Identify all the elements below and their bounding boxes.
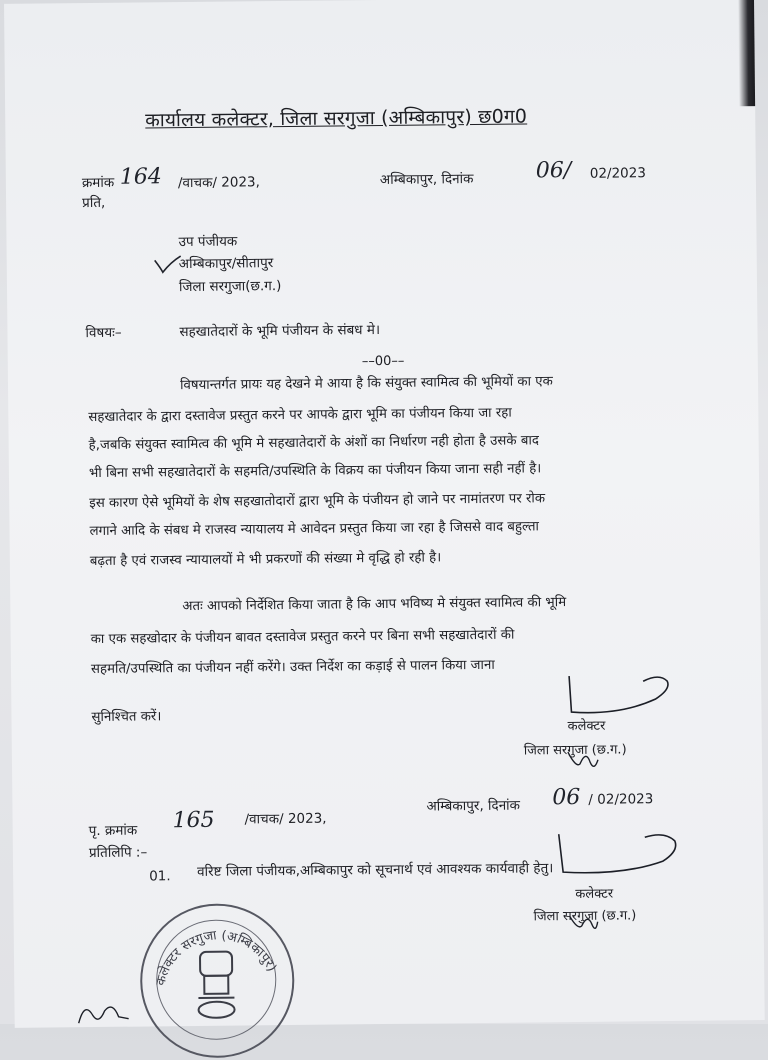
ref-prefix: क्रमांक [82, 173, 114, 191]
signature2-district: जिला सरगुजा (छ.ग.) [534, 905, 637, 924]
ref-place-date-label: अम्बिकापुर, दिनांक [380, 169, 474, 188]
para1-line: बढ़ता है एवं राजस्व न्यायालयों मे भी प्रकरणों की संख्या मे वृद्धि हो रही है। [90, 551, 441, 568]
para1-line: है,जबकि संयुक्त स्वामित्व की भूमि मे सहखातेदारों के अंशों का निर्धारण नही होता है उसके बाद [89, 434, 539, 452]
addressee-line-3: जिला सरगुजा(छ.ग.) [179, 276, 282, 295]
copy-item-text: वरिष्ट जिला पंजीयक,अम्बिकापुर को सूचनार्थ एवं आवश्यक कार्यवाही हेतु। [197, 858, 553, 880]
para2-line: का एक सहखोदार के पंजीयन बावत दस्तावेज प्रस्तुत करने पर बिना सभी सहखातेदारों की [91, 629, 515, 647]
para1-line: भी बिना सभी सहखातेदारों के सहमति/उपस्थिति के विक्रय का पंजीयन किया जाना सही नहीं है। [89, 462, 541, 480]
seal-text-ring [141, 905, 293, 1057]
ref-number-handwritten: 164 [120, 164, 162, 189]
para2-line: अतः आपको निर्देशित किया जाता है कि आप भविष्य मे संयुक्त स्वामित्व की भूमि [182, 596, 566, 613]
initials2-scribble-icon [565, 906, 599, 938]
prati-label: प्रति, [82, 193, 105, 211]
separator: ––00–– [362, 354, 405, 369]
seal-text: कलेक्टर सरगुजा (अम्बिकापुर) [153, 928, 279, 988]
initials-scribble-icon [564, 742, 600, 776]
copy-item-number: 01. [149, 868, 171, 884]
ref2-number-handwritten: 165 [172, 808, 214, 833]
signature1-designation: कलेक्टर [568, 716, 606, 734]
ref2-month-year: / 02/2023 [588, 791, 653, 808]
tick-mark-icon [153, 254, 183, 276]
subject-text: सहखातेदारों के भूमि पंजीयन के संबध मे। [179, 320, 380, 340]
para2-line: सहमति/उपस्थिति का पंजीयन नहीं करेंगे। उक्त निर्देश का कड़ाई से पालन किया जाना [91, 659, 495, 677]
ref2-day-handwritten: 06 [552, 785, 580, 810]
official-seal [139, 903, 295, 1059]
addressee-line-2: अम्बिकापुर/सीतापुर [179, 253, 274, 272]
signature1-district: जिला सरगुजा (छ.ग.) [524, 739, 627, 758]
ref2-place-date-label: अम्बिकापुर, दिनांक [426, 796, 520, 815]
para1-line: सहखातेदार के द्वारा दस्तावेज प्रस्तुत करने पर आपके द्वारा भूमि का पंजीयन किया जा रहा [88, 407, 512, 425]
para1-line: लगाने आदि के संबध मे राजस्व न्यायालय मे आवेदन प्रस्तुत किया जा रहा है जिससे वाद बहुल्ता [89, 520, 539, 538]
ref-section: /वाचक/ 2023, [178, 172, 260, 191]
subject-label: विषयः– [85, 323, 121, 341]
addressee-line-1: उप पंजीयक [178, 231, 237, 250]
ref2-prefix: पृ. क्रमांक [89, 821, 138, 840]
signature2-designation: कलेक्टर [575, 884, 613, 902]
para1-line: विषयान्तर्गत प्रायः यह देखने मे आया है कि संयुक्त स्वामित्व की भूमियों का एक [180, 375, 553, 392]
para1-line: इस कारण ऐसे भूमियों के शेष सहखातोदारों द्वारा भूमि के पंजीयन हो जाने पर नामांतरण पर रोक [89, 492, 545, 510]
signature-scribble-icon [559, 669, 680, 720]
office-title: कार्यालय कलेक्टर, जिला सरगुजा (अम्बिकापुर) छ0ग0 [145, 102, 527, 132]
signature2-scribble-icon [553, 825, 694, 882]
corner-initials-icon [74, 997, 134, 1028]
emblem-icon [198, 952, 235, 1018]
ref-day-handwritten: 06/ [536, 158, 572, 183]
page-edge-shadow [738, 0, 755, 106]
document-page [4, 0, 765, 1028]
svg-text:कलेक्टर सरगुजा (अम्बिकापुर) [153, 928, 279, 988]
ref-month-year: 02/2023 [590, 165, 646, 182]
ref2-section: /वाचक/ 2023, [244, 809, 326, 828]
para2-line: सुनिश्चित करें। [91, 710, 161, 724]
copy-label: प्रतिलिपि :– [89, 842, 147, 861]
